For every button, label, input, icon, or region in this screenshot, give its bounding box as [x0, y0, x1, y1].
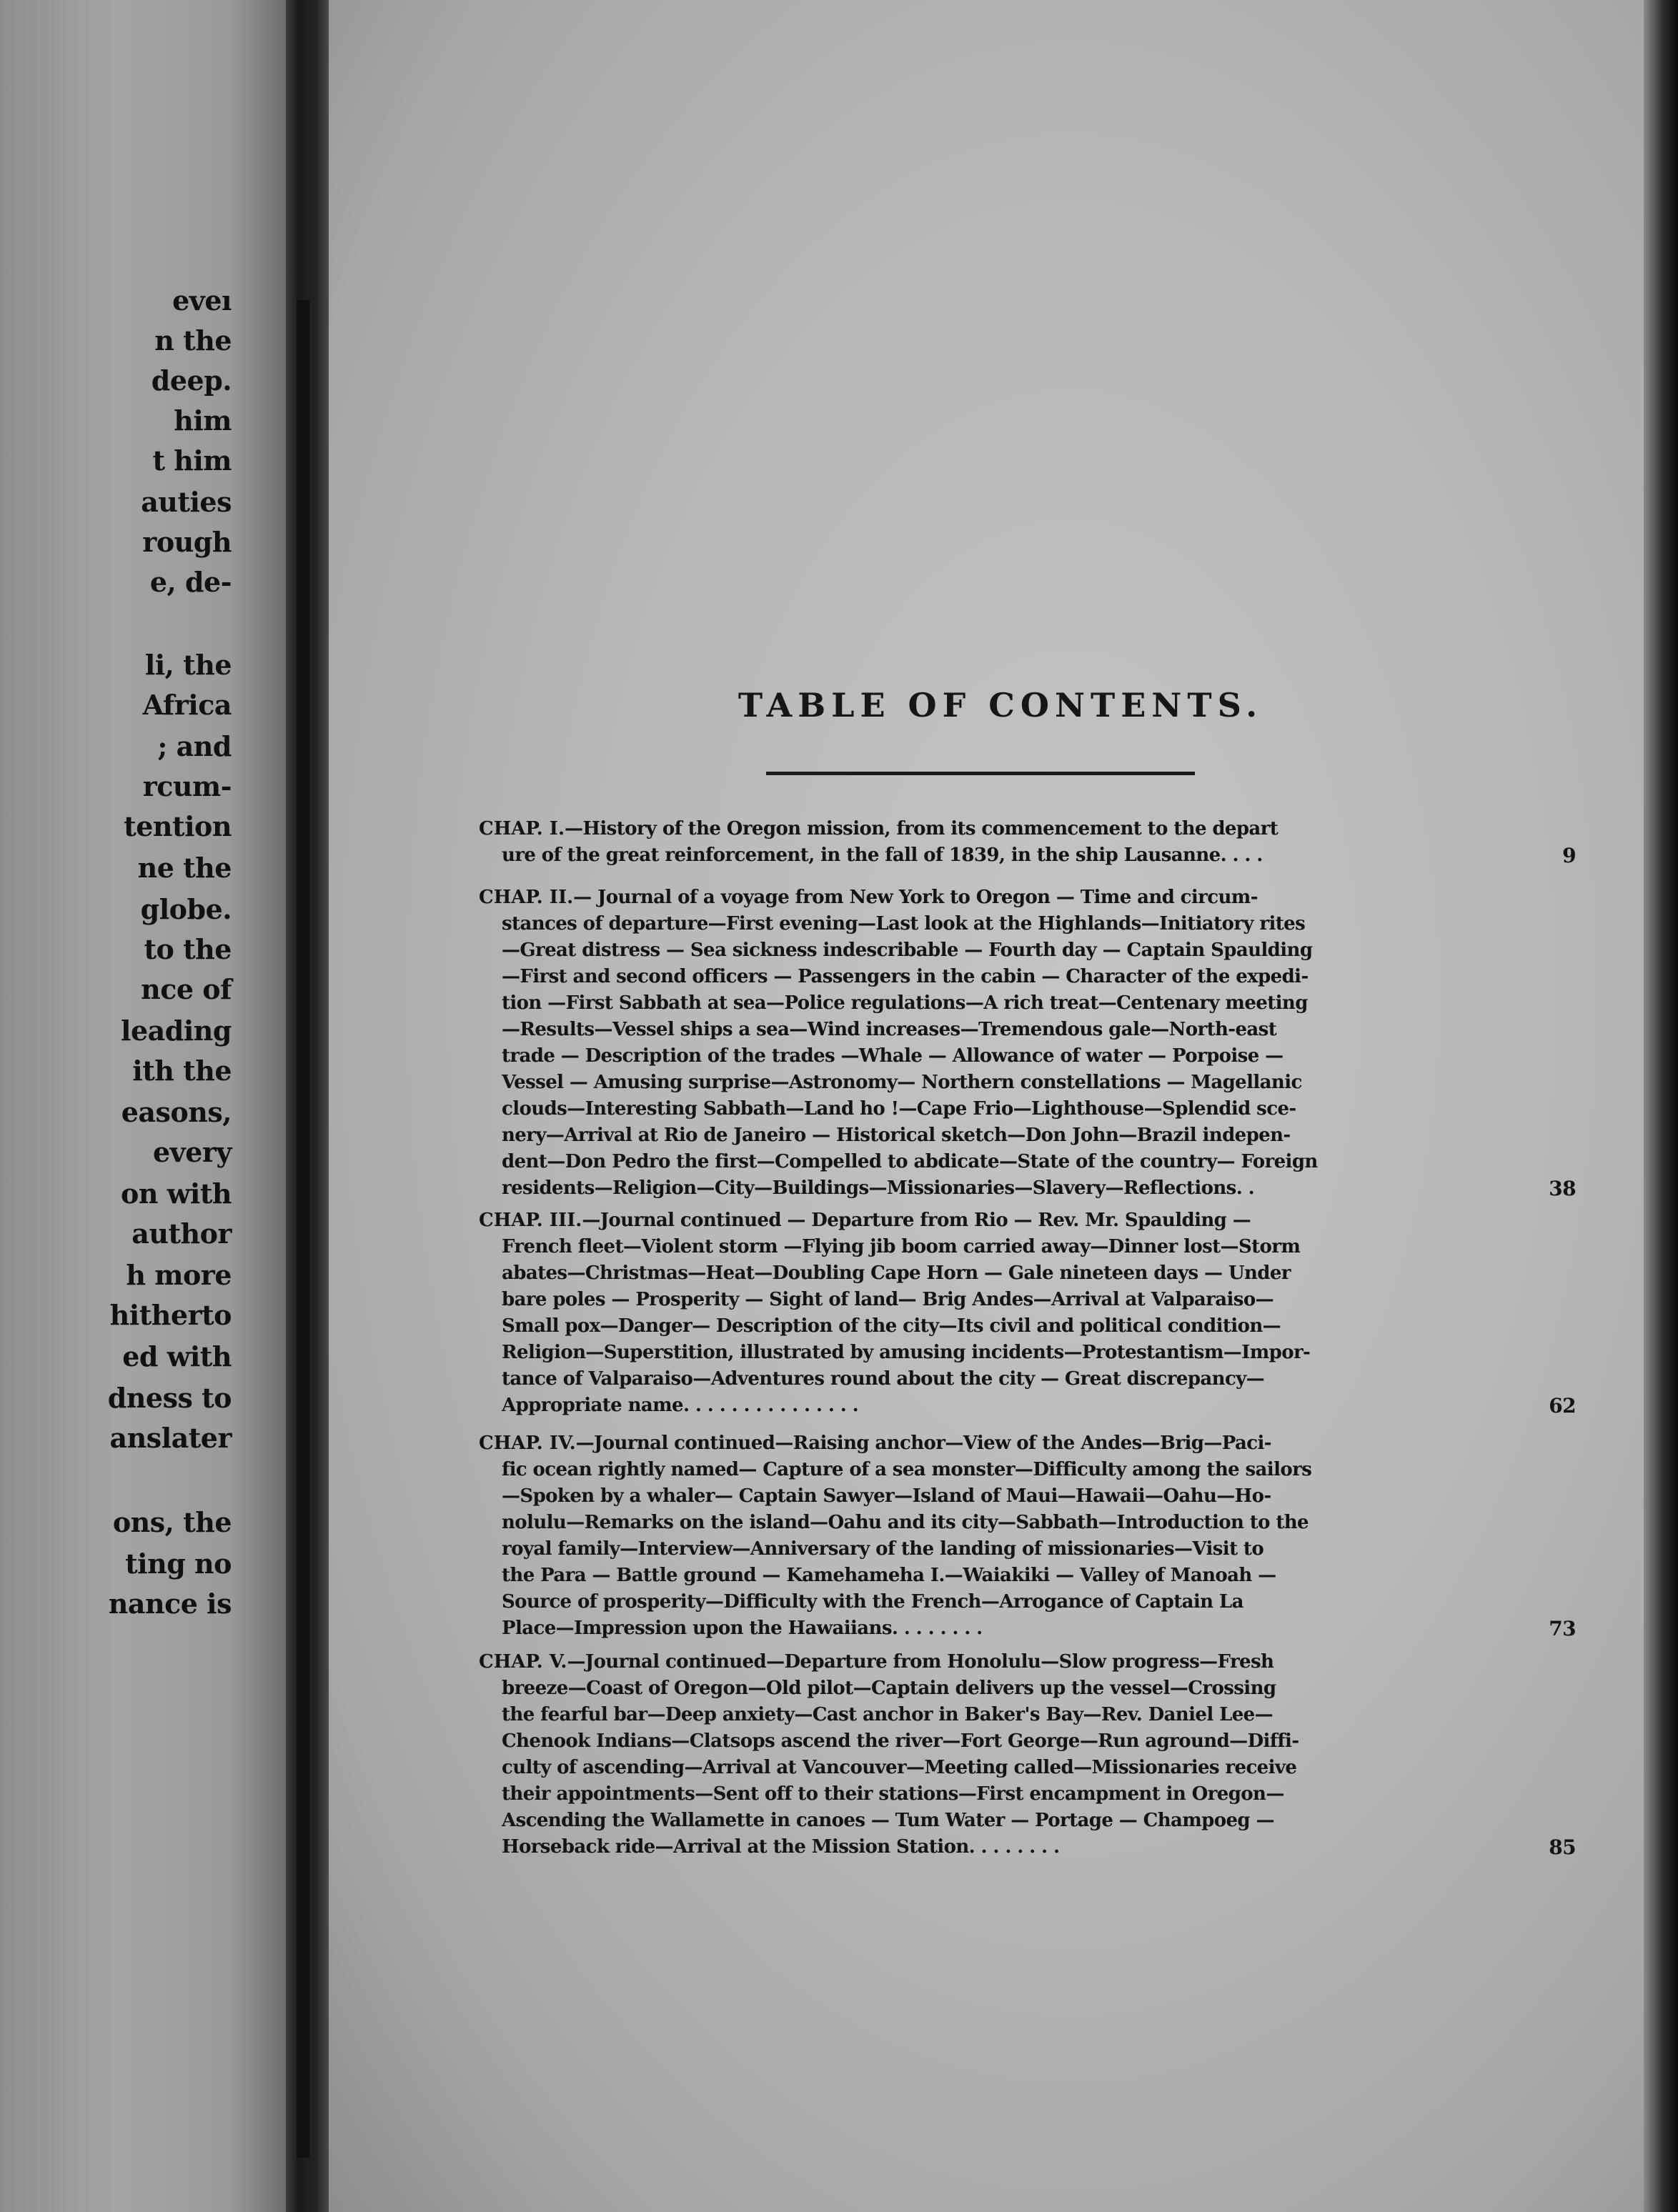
chapter-label: CHAP. I.: [479, 818, 565, 840]
left-fragment: him: [174, 404, 232, 437]
page-number: 85: [1549, 1835, 1576, 1859]
chapter-entry-1: [479, 816, 1576, 869]
left-fragment: anslater: [109, 1422, 232, 1454]
left-fragment: tention: [124, 810, 232, 842]
chapter-line: —History of the Oregon mission, from its commencement to the depart: [565, 818, 1279, 840]
left-fragment: li, the: [144, 649, 232, 681]
left-fragment: nce of: [141, 973, 232, 1005]
chapter-line: royal family—Interview—Anniversary of the landing of missionaries—Visit to: [502, 1538, 1264, 1560]
right-page: [329, 0, 1678, 2212]
left-fragment: e, de-: [149, 566, 232, 598]
chapter-line: —First and second officers — Passengers in the cabin — Character of the expedi-: [502, 966, 1309, 987]
left-fragment: ; and: [157, 730, 232, 762]
page-edge-shadow: [1644, 0, 1678, 2212]
chapter-line: Place—Impression upon the Hawaiians. . . . . . . .: [502, 1618, 983, 1639]
left-fragment: rcum-: [142, 770, 232, 802]
page-number: 62: [1549, 1394, 1576, 1418]
left-fragment: to the: [144, 933, 232, 965]
chapter-line: tance of Valparaiso—Adventures round about the city — Great discrepancy—: [502, 1368, 1265, 1390]
chapter-label: CHAP. III.: [479, 1210, 582, 1231]
chapter-line: tion —First Sabbath at sea—Police regulations—A rich treat—Centenary meeting: [502, 992, 1308, 1014]
chapter-line: breeze—Coast of Oregon—Old pilot—Captain delivers up the vessel—Crossing: [502, 1678, 1276, 1699]
chapter-line: the fearful bar—Deep anxiety—Cast anchor in Baker's Bay—Rev. Daniel Lee—: [502, 1704, 1274, 1725]
chapter-line: Religion—Superstition, illustrated by amusing incidents—Protestantism—Impor-: [502, 1342, 1311, 1363]
chapter-line: nolulu—Remarks on the island—Oahu and its city—Sabbath—Introduction to the: [502, 1512, 1309, 1533]
page-number: 73: [1549, 1617, 1576, 1640]
left-fragment: ne the: [137, 852, 232, 884]
chapter-entry-2: [479, 885, 1576, 1202]
left-fragment: auties: [141, 486, 232, 518]
chapter-line: —Journal continued — Departure from Rio — Rev. Mr. Spaulding —: [582, 1210, 1251, 1231]
chapter-entry-3: [479, 1207, 1576, 1419]
chapter-line: — Journal of a voyage from New York to Oregon — Time and circum-: [573, 887, 1258, 908]
chapter-line: Appropriate name. . . . . . . . . . . . . . .: [502, 1395, 859, 1416]
left-fragment: every: [152, 1136, 232, 1168]
chapter-line: Horseback ride—Arrival at the Mission Station. . . . . . . .: [502, 1836, 1060, 1858]
chapter-line: the Para — Battle ground — Kamehameha I.—Waiakiki — Valley of Manoah —: [502, 1565, 1276, 1586]
left-page: [0, 0, 286, 2212]
chapter-line: —Great distress — Sea sickness indescribable — Fourth day — Captain Spaulding: [502, 940, 1313, 961]
left-fragment: Africa: [142, 689, 232, 721]
chapter-line: bare poles — Prosperity — Sight of land— Brig Andes—Arrival at Valparaiso—: [502, 1289, 1274, 1310]
left-fragment: t him: [152, 444, 232, 477]
chapter-label: CHAP. V.: [479, 1651, 567, 1673]
chapter-line: abates—Christmas—Heat—Doubling Cape Horn — Gale nineteen days — Under: [502, 1262, 1291, 1284]
chapter-entry-4: [479, 1430, 1576, 1642]
chapter-line: Vessel — Amusing surprise—Astronomy— Northern constellations — Magellanic: [502, 1072, 1302, 1093]
chapter-line: French fleet—Violent storm —Flying jib boom carried away—Dinner lost—Storm: [502, 1236, 1301, 1257]
chapter-line: —Spoken by a whaler— Captain Sawyer—Island of Maui—Hawaii—Oahu—Ho-: [502, 1485, 1271, 1507]
left-fragment: ons, the: [112, 1506, 232, 1538]
left-fragment: eveı: [172, 284, 232, 317]
left-fragment: deep.: [151, 364, 232, 397]
left-fragment: ith the: [132, 1055, 232, 1087]
left-fragment: rough: [142, 526, 232, 558]
chapter-label: CHAP. IV.: [479, 1433, 576, 1454]
chapter-line: Ascending the Wallamette in canoes — Tum Water — Portage — Champoeg —: [502, 1810, 1274, 1831]
chapter-line: nery—Arrival at Rio de Janeiro — Historical sketch—Don John—Brazil indepen-: [502, 1125, 1291, 1146]
left-fragment: globe.: [140, 893, 232, 925]
chapter-line: dent—Don Pedro the first—Compelled to abdicate—State of the country— Foreign: [502, 1151, 1318, 1172]
left-fragment: dness to: [107, 1382, 232, 1414]
chapter-line: ure of the great reinforcement, in the fall of 1839, in the ship Lausanne. . . .: [502, 845, 1263, 866]
page-number: 38: [1549, 1177, 1576, 1200]
chapter-line: clouds—Interesting Sabbath—Land ho !—Cape Frio—Lighthouse—Splendid sce-: [502, 1098, 1296, 1120]
chapter-label: CHAP. II.: [479, 887, 574, 908]
left-fragment: h more: [126, 1259, 232, 1291]
chapter-line: —Journal continued—Raising anchor—View of the Andes—Brig—Paci-: [575, 1433, 1271, 1454]
chapter-line: fic ocean rightly named— Capture of a sea monster—Difficulty among the sailors: [502, 1459, 1312, 1480]
left-fragment: on with: [120, 1177, 232, 1210]
chapter-entry-5: [479, 1649, 1576, 1860]
left-fragment: n the: [154, 324, 232, 357]
binding-shadow: [297, 300, 309, 2158]
chapter-line: residents—Religion—City—Buildings—Missionaries—Slavery—Reflections. .: [502, 1177, 1255, 1199]
chapter-line: Small pox—Danger— Description of the city—Its civil and political condition—: [502, 1315, 1281, 1337]
left-fragment: ed with: [122, 1340, 232, 1372]
left-fragment: leading: [121, 1015, 232, 1047]
left-fragment: hitherto: [109, 1299, 232, 1331]
left-fragment: easons,: [121, 1096, 232, 1128]
page-number: 9: [1562, 844, 1576, 867]
chapter-line: trade — Description of the trades —Whale — Allowance of water — Porpoise —: [502, 1045, 1284, 1067]
chapter-line: Chenook Indians—Clatsops ascend the river—Fort George—Run aground—Diffi-: [502, 1730, 1299, 1752]
left-fragment: author: [131, 1217, 232, 1250]
chapter-line: —Journal continued—Departure from Honolulu—Slow progress—Fresh: [567, 1651, 1274, 1673]
left-fragment: ting no: [125, 1548, 232, 1580]
chapter-line: their appointments—Sent off to their stations—First encampment in Oregon—: [502, 1783, 1284, 1805]
heading-rule: [766, 772, 1195, 775]
left-fragment: nance is: [108, 1588, 232, 1620]
chapter-line: —Results—Vessel ships a sea—Wind increases—Tremendous gale—North-east: [502, 1019, 1277, 1040]
toc-heading: TABLE OF CONTENTS.: [738, 686, 1264, 724]
chapter-line: Source of prosperity—Difficulty with the French—Arrogance of Captain La: [502, 1591, 1243, 1613]
chapter-line: culty of ascending—Arrival at Vancouver—Meeting called—Missionaries receive: [502, 1757, 1297, 1778]
chapter-line: stances of departure—First evening—Last look at the Highlands—Initiatory rites: [502, 913, 1306, 935]
